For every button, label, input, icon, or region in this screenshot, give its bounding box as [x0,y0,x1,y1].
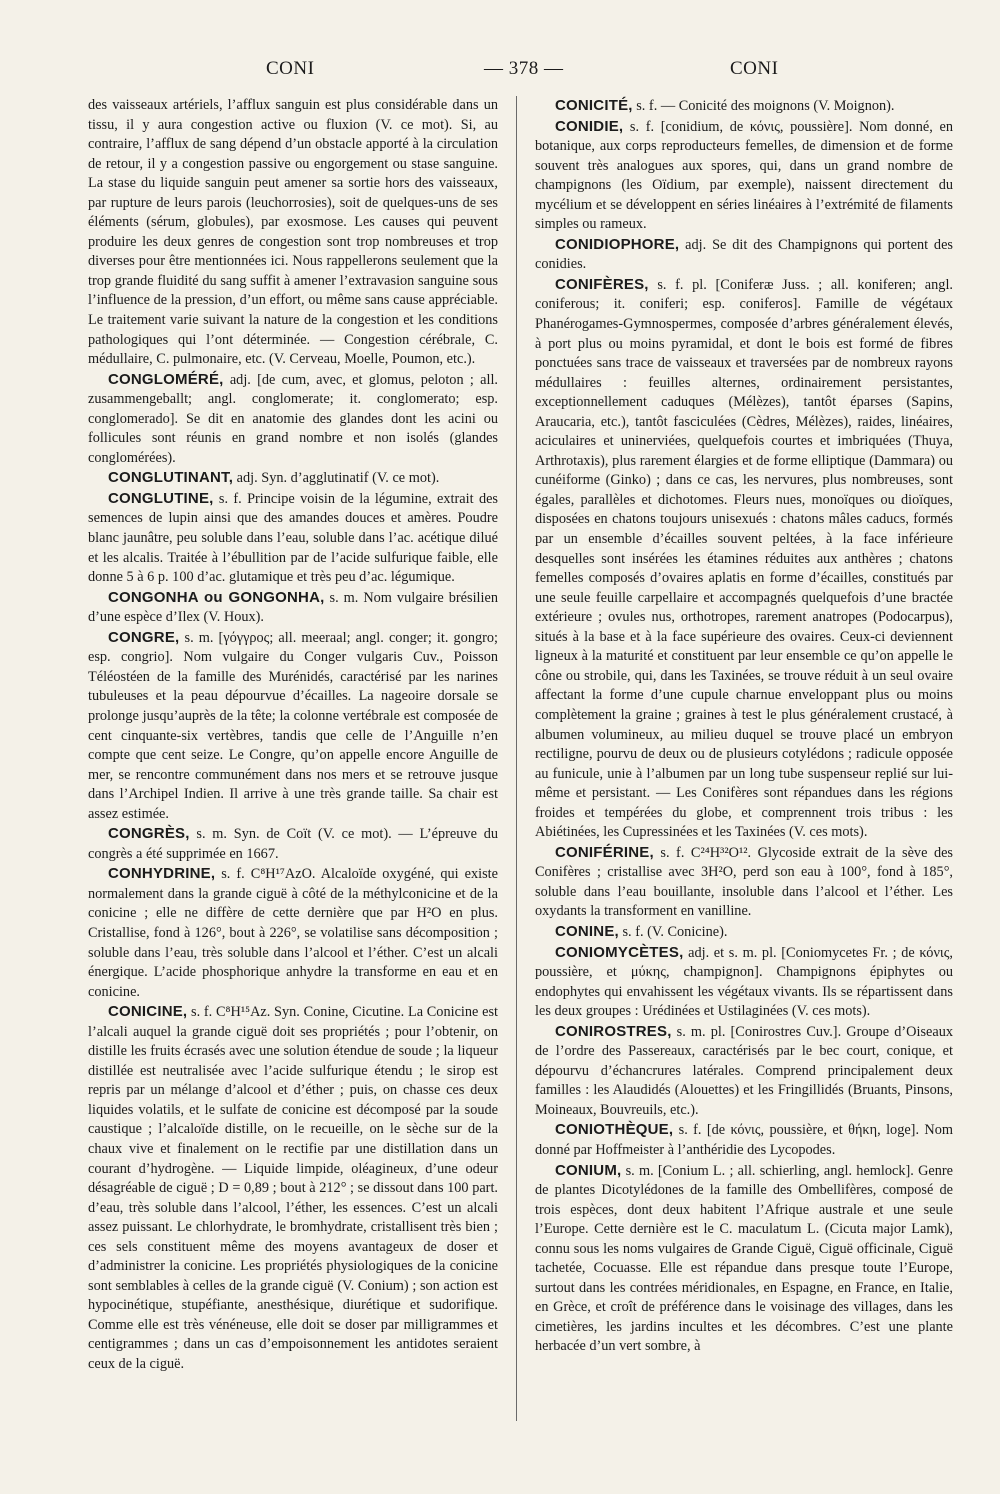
page-number: — 378 — [484,58,564,79]
entry-headword: CONGONHA ou GONGONHA, [108,588,325,606]
column-divider [516,96,517,1421]
entry-headword: CONIROSTRES, [555,1022,672,1040]
entry-headword: CONINE, [555,922,619,940]
dictionary-entry [535,843,953,922]
entry-text: s. m. pl. [Conirostres Cuv.]. Groupe d’Oiseaux de l’ordre des Passereaux, caractérisés par le bec court, conique, et dépourvu d’échancrures latérales. Comprend principalement deux familles : les Alaudidés (Alouettes) et les Fringillidés (Bruants, Pinsons, Moineaux, Bouvreuils, etc.). [535,1023,953,1118]
dictionary-entry [535,922,953,943]
entry-text: adj. et s. m. pl. [Coniomycetes Fr. ; de κόνις, poussière, et μύκης, champignon]. Champignons épiphytes ou endophytes qui envahissent les végétaux vivants. Ils se répartissent dans les deux groupes : Urédinées et Ustilaginées (V. ces mots). [535,944,953,1020]
entry-headword: CONICINE, [108,1003,188,1021]
dictionary-entry [535,117,953,235]
entry-text: s. m. [γόγγρος; all. meeraal; angl. conger; it. gongro; esp. congrio]. Nom vulgaire du Conger vulgaris Cuv., Poisson Téléostéen de la famille des Murénidés, caractérisé par les narines tubuleuses et la peau dépourvue d’écailles. La nageoire dorsale se prolonge jusqu’auprès de la tête; la colonne vertébrale est composée de cent cinquante-six vertèbres, tandis que celle de l’Anguille n’en compte que cent seize. Le Congre, qu’on appelle encore Anguille de mer, se rencontre communément dans nos mers et se retrouve jusque dans l’Archipel Indien. Il arrive à une très grande taille. Sa chair est assez estimée. [88,629,498,822]
entry-text: s. m. Nom vulgaire brésilien d’une espèce d’Ilex (V. Houx). [88,589,498,626]
dictionary-entry [535,1022,953,1121]
dictionary-entry [88,468,498,489]
entry-headword: CONIFÉRINE, [555,843,654,861]
entry-text: adj. [de cum, avec, et glomus, peloton ; all. zusammengeballt; angl. conglomerate; it. conglomerato; esp. conglomerado]. Se dit en anatomie des glandes dont les acini ou follicules sont réunis en grand nombre et non isolés (glandes conglomérées). [88,371,498,466]
dictionary-entry [535,235,953,275]
header-left-running-title: CONI [266,58,315,79]
entry-headword: CONGLUTINANT, [108,469,234,487]
entry-text: s. f. (V. Conicine). [618,923,728,940]
entry-headword: CONIUM, [555,1161,622,1179]
entry-headword: CONGRÈS, [108,825,190,843]
entry-headword: CONICITÉ, [555,97,633,114]
entry-headword: CONGRE, [108,628,180,646]
entry-text: s. f. [de κόνις, poussière, et θήκη, loge]. Nom donné par Hoffmeister à l’anthéridie des Lycopodes. [535,1122,953,1158]
entry-headword: CONIOTHÈQUE, [555,1121,674,1139]
header-right-running-title: CONI [730,58,779,79]
dictionary-entry [535,1161,953,1357]
entry-headword: CONGLUTINE, [108,489,214,507]
entry-text: adj. Syn. d’agglutinatif (V. ce mot). [233,470,440,487]
dictionary-entry [88,824,498,864]
entry-headword: CONHYDRINE, [108,865,216,883]
entry-headword: CONIFÈRES, [555,275,649,293]
dictionary-entry [535,275,953,843]
dictionary-entry [88,489,498,588]
entry-text: adj. Se dit des Champignons qui portent des conidies. [535,236,953,273]
dictionary-entry [88,864,498,1002]
entry-text: s. f. C⁸H¹⁷AzO. Alcaloïde oxygéné, qui existe normalement dans la grande ciguë à côté de la méthylconicine et de la conicine ; elle ne diffère de cette dernière que par H²O en plus. Cristallise, fond à 126°, bout à 226°, se volatilise sans décomposition ; soluble dans l’eau, très soluble dans l’alcool et l’éther. C’est un alcali énergique. L’acide phosphorique anhydre la transforme en eau et en conicine. [88,866,498,1000]
dictionary-entry [535,1120,953,1160]
right-column [535,96,953,1426]
entry-text: des vaisseaux artériels, l’afflux sanguin est plus considérable dans un tissu, il y aura congestion active ou fluxion (V. ce mot). Si, au contraire, l’afflux de sang dépend d’un obstacle apporté à la circulation de retour, il y a congestion passive ou engorgement ou stase sanguine. La stase du liquide sanguin peut amener sa sortie hors des vaisseaux, par rupture de leurs parois (leuchorrosies), soit de quelques-uns de ses éléments (sérum, globules), par exosmose. Les causes qui peuvent produire les deux genres de congestion sont trop nombreuses et trop diverses pour être mentionnées ici. Nous rappellerons seulement que la trop grande fluidité du sang suffit à amener l’extravasion sanguine sous l’influence de la pression, d’un effort, ou même sans cause appréciable. Le traitement varie suivant la nature de la congestion et les conditions pathologiques qui l’ont déterminée. — Congestion cérébrale, C. médullaire, C. pulmonaire, etc. (V. Cerveau, Moelle, Poumon, etc.). [88,97,498,368]
entry-headword: CONIOMYCÈTES, [555,943,684,961]
entry-text: s. m. Syn. de Coït (V. ce mot). — L’épreuve du congrès a été supprimée en 1667. [88,826,498,862]
dictionary-entry [88,370,498,469]
entry-text: s. f. C²⁴H³²O¹². Glycoside extrait de la sève des Conifères ; cristallise avec 3H²O, perd son eau à 100°, fond à 185°, soluble dans l’eau bouillante, insoluble dans l’alcool et l’éther. Les oxydants la transforment en vanilline. [535,844,953,920]
entry-text: s. f. [conidium, de κόνις, poussière]. Nom donné, en botanique, aux corps reproducteurs femelles, de dimension et de forme souvent très analogues aux spores, qui, dans un grand nombre de champignons (les Oïdium, par exemple), naissent directement du mycélium et se développent en séries linéaires à l’extrémité de filaments simples ou rameux. [535,118,953,233]
dictionary-entry [88,628,498,824]
entry-continuation [88,96,498,370]
dictionary-entry [88,1002,498,1374]
entry-text: s. f. Principe voisin de la légumine, extrait des semences de lupin ainsi que des amandes douces et amères. Poudre blanc jaunâtre, peu soluble dans l’eau, soluble dans l’ac. acétique dilué et les alcalis. Traitée à l’ébullition par de l’acide sulfurique faible, elle donne 5 à 6 p. 100 d’ac. glutamique et très peu d’ac. légumique. [88,490,498,586]
left-column [88,96,498,1476]
entry-headword: CONGLOMÉRÉ, [108,370,224,388]
entry-headword: CONIDIE, [555,117,624,135]
page-header [88,58,948,88]
dictionary-entry [88,588,498,628]
entry-text: s. f. — Conicité des moignons (V. Moignon). [632,98,895,114]
entry-headword: CONIDIOPHORE, [555,235,680,253]
entry-text: s. f. pl. [Coniferæ Juss. ; all. koniferen; angl. coniferous; it. coniferi; esp. coniferos]. Famille de végétaux Phanérogames-Gymnospermes, composée d’arbres généralement élevés, à port plus ou moins pyramidal, et dont le bois est formé de fibres ponctuées sans trace de vaisseaux et traversées par de nombreux rayons médullaires : feuilles alternes, ordinairement persistantes, exceptionnellement caduques (Mélèzes), tantôt éparses (Sapins, Araucaria, etc.), tantôt fasciculées (Cèdres, Mélèzes), raides, linéaires, aciculaires et uninerviées, quelquefois courtes et imbriquées (Thuya, Arthrotaxis), plus rarement élargies et de forme elliptique (Dammara) ou cunéiforme (Ginko) ; dans ce cas, les nervures, plus nombreuses, sont égales, parallèles et dichotomes. Fleurs nues, monoïques ou dioïques, disposées en chatons toujours unisexués : chatons mâles caducs, formés par un ensemble d’écailles souvent peltées, à la face inférieure desquelles sont insérées les étamines réduites aux anthères ; chatons femelles composés d’ovaires aplatis en forme d’écailles, constitués par une seule feuille carpellaire et accompagnés quelquefois d’une bractée extérieure ; ovules nus, orthotropes, rarement anatropes (Podocarpus), situés à la base et à la face supérieure des ovaires. Ceux-ci deviennent ligneux à la maturité et constituent par leur ensemble ce qu’on appelle le cône ou strobile, qui, dans les Taxinées, se trouve réduit à un seul ovaire affectant la forme d’une cupule charnue enveloppant plus ou moins complètement la graine ; graines à test le plus généralement crustacé, à albumen volumineux, au milieu duquel se trouve placé un embryon rectiligne, pourvu de deux ou de plusieurs cotylédons ; radicule opposée au funicule, unie à l’albumen par un long tube suspenseur replié sur lui-même et persistant. — Les Conifères sont répandues dans les régions froides et tempérées du globe, et comprennent trois tribus : les Abiétinées, les Cupressinées et les Taxinées (V. ces mots). [535,276,953,841]
entry-text: s. m. [Conium L. ; all. schierling, angl. hemlock]. Genre de plantes Dicotylédones de la famille des Ombellifères, composé de trois espèces, dont deux habitent l’Afrique australe et une seule l’Europe. Cette dernière est le C. maculatum L. (Cicuta major Lamk), connu sous les noms vulgaires de Grande Ciguë, Ciguë officinale, Ciguë tachetée, Cocuasse. Elle est répandue dans presque toute l’Europe, surtout dans les contrées méridionales, en Espagne, en France, en Italie, en Grèce, et croît de préférence dans le voisinage des villages, dans les cimetières, les jardins incultes et les décombres. C’est une plante herbacée d’un vert sombre, à [535,1162,953,1355]
dictionary-entry [535,96,953,117]
entry-text: s. f. C⁸H¹⁵Az. Syn. Conine, Cicutine. La Conicine est l’alcali auquel la grande ciguë doit ses propriétés ; pour l’obtenir, on distille les fruits écrasés avec une solution étendue de soude ; la liqueur distillée est neutralisée avec l’acide sulfurique étendu ; le sirop est repris par un mélange d’alcool et d’éther ; puis, on chasse ces deux liquides volatils, et le sulfate de conicine est décomposé par la soude caustique ; l’alcaloïde distille, on le recueille, on le sèche sur de la chaux vive et finalement on le rectifie par une distillation dans un courant d’hydrogène. — Liquide limpide, oléagineux, d’une odeur désagréable de ciguë ; D = 0,89 ; bout à 212° ; se dissout dans 100 part. d’eau, très soluble dans l’alcool, l’éther, les essences. C’est un alcali assez puissant. Le chlorhydrate, le bromhydrate, cristallisent très bien ; ces sels constituent même des moyens avantageux de doser et d’administrer la conicine. Les propriétés physiologiques de la conicine sont semblables à celles de la grande ciguë (V. Conium) ; son action est hypocinétique, stupéfiante, anesthésique, diurétique et sudorifique. Comme elle est très vénéneuse, elle doit se doser par milligrammes et centigrammes ; dans un cas d’empoisonnement les antidotes seraient ceux de la ciguë. [88,1004,498,1372]
dictionary-entry [535,943,953,1022]
